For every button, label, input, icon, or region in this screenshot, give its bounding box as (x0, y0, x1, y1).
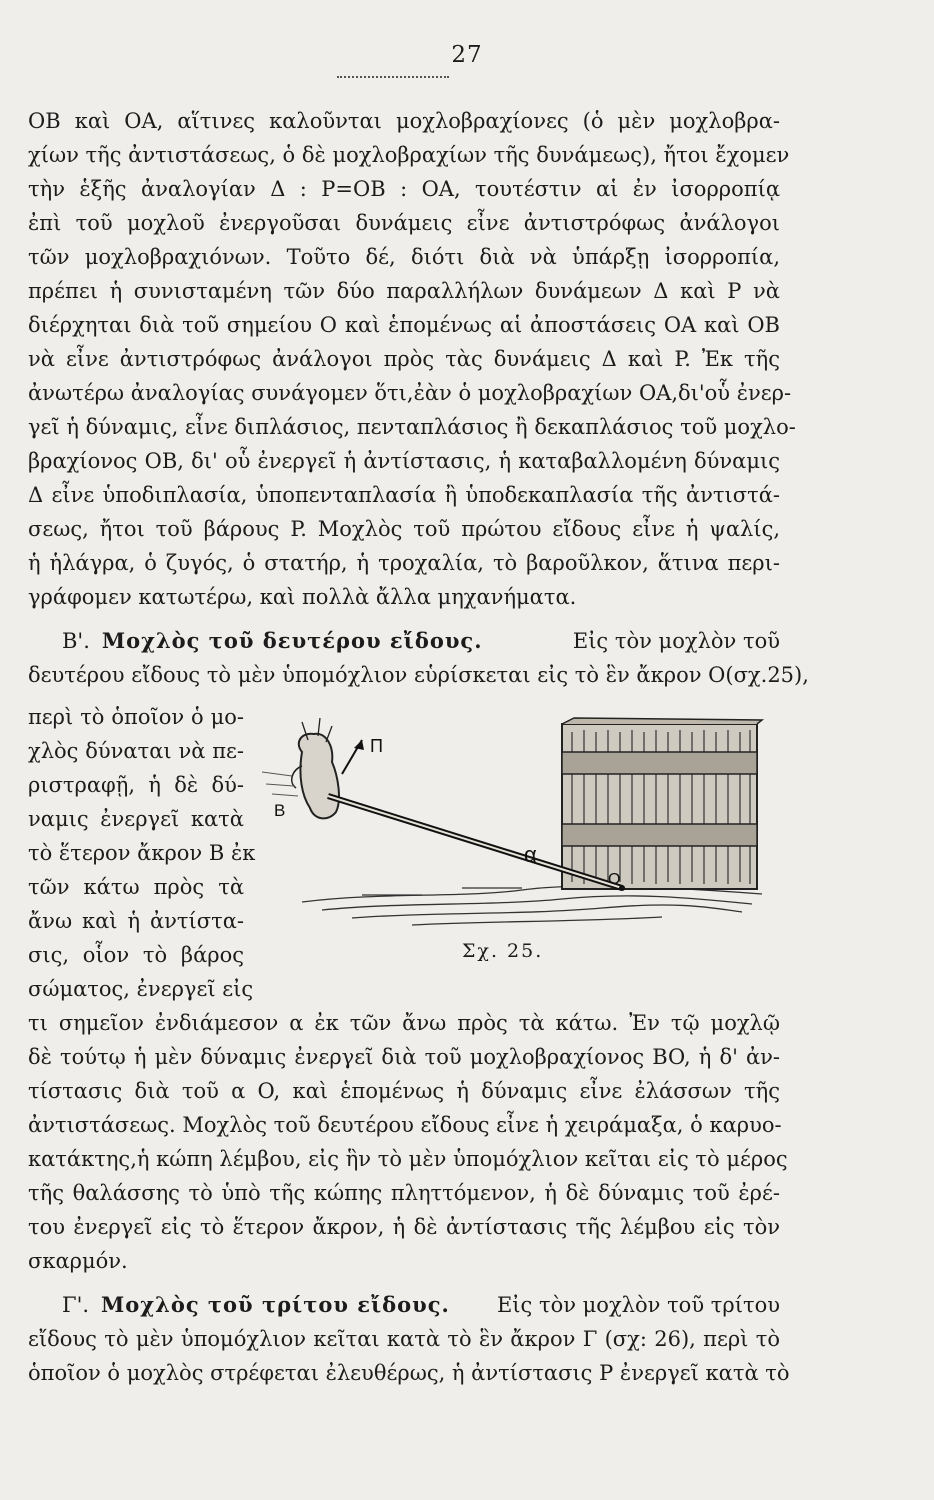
ground-hatching (302, 884, 762, 925)
text-line: τὴν ἑξῆς ἀναλογίαν Δ : P=OB : OA, τουτέστιν αἱ ἐν ἰσορροπίᾳ (28, 177, 780, 201)
text-line: σκαρμόν. (28, 1249, 128, 1273)
label-fulcrum: O (608, 871, 621, 888)
section-b-prefix: Β'. (62, 629, 90, 653)
force-arrow (342, 740, 364, 774)
text-line: ναμις ἐνεργεῖ κατὰ (28, 807, 244, 831)
text-line: γεῖ ἡ δύναμις, εἶνε διπλάσιος, πενταπλάσιος ἢ δεκαπλάσιος τοῦ μοχλο- (28, 415, 796, 439)
text-line: ριστραφῇ, ἡ δὲ δύ- (28, 773, 244, 797)
text-line: χλὸς δύναται νὰ πε- (28, 739, 244, 763)
text-line: ὁποῖον ὁ μοχλὸς στρέφεται ἐλευθέρως, ἡ ἀντίστασις P ἐνεργεῖ κατὰ τὸ (28, 1361, 790, 1385)
text-line: γράφομεν κατωτέρω, καὶ πολλὰ ἄλλα μηχανήματα. (28, 585, 577, 609)
text-line: τῶν κάτω πρὸς τὰ (28, 875, 244, 899)
text-line: χίων τῆς ἀντιστάσεως, ὁ δὲ μοχλοβραχίων τῆς δυνάμεως), ἤτοι ἔχομεν (28, 143, 790, 167)
header-rule (337, 76, 449, 78)
text-line: Εἰς τὸν μοχλὸν τοῦ τρίτου (496, 1293, 780, 1317)
text-line: περὶ τὸ ὁποῖον ὁ μο- (28, 705, 244, 729)
text-line: κατάκτης,ἡ κώπη λέμβου, εἰς ἣν τὸ μὲν ὑπομόχλιον κεῖται εἰς τὸ μέρος (28, 1147, 788, 1171)
section-c-heading: Μοχλὸς τοῦ τρίτου εἴδους. (101, 1292, 450, 1317)
text-line: Εἰς τὸν μοχλὸν τοῦ (572, 629, 780, 653)
text-line: σώματος, ἐνεργεῖ εἰς (28, 977, 254, 1001)
lever-figure (262, 712, 782, 942)
section-b-heading-line (62, 626, 780, 656)
text-line: νὰ εἶνε ἀντιστρόφως ἀνάλογοι πρὸς τὰς δυνάμεις Δ καὶ P. Ἐκ τῆς (28, 347, 780, 371)
text-line: ἀνωτέρω ἀναλογίας συνάγομεν ὅτι,ἐὰν ὁ μοχλοβραχίων OA,δι'οὗ ἐνερ- (28, 381, 792, 405)
text-line: OB καὶ OA, αἵτινες καλοῦνται μοχλοβραχίονες (ὁ μὲν μοχλοβρα- (28, 109, 780, 133)
text-line: ἐπὶ τοῦ μοχλοῦ ἐνεργοῦσαι δυνάμεις εἶνε ἀντιστρόφως ἀνάλογοι (28, 211, 780, 235)
section-c-prefix: Γ'. (62, 1293, 90, 1317)
text-line: τι σημεῖον ἐνδιάμεσον α ἐκ τῶν ἄνω πρὸς τὰ κάτω. Ἐν τῷ μοχλῷ (28, 1011, 780, 1035)
text-line: σις, οἷον τὸ βάρος (28, 943, 244, 967)
label-load-point: α (524, 842, 537, 867)
page-number: 27 (451, 42, 483, 68)
text-line: τῆς θαλάσσης τὸ ὑπὸ τῆς κώπης πληττόμενον, ἡ δὲ δύναμις τοῦ ἐρέ- (28, 1181, 780, 1205)
text-line: ἄνω καὶ ἡ ἀντίστα- (28, 909, 244, 933)
text-line: ἀντιστάσεως. Μοχλὸς τοῦ δευτέρου εἴδους εἶνε ἡ χειράμαξα, ὁ καρυο- (28, 1113, 782, 1137)
text-line: ἡ ἡλάγρα, ὁ ζυγός, ὁ στατήρ, ἡ τροχαλία, τὸ βαροῦλκον, ἅτινα περι- (28, 551, 780, 575)
section-c-heading-line (62, 1290, 780, 1320)
crate-drawing (562, 718, 762, 889)
text-line: τίστασις διὰ τοῦ α O, καὶ ἑπομένως ἡ δύναμις εἶνε ἐλάσσων τῆς (28, 1079, 780, 1103)
text-line: τὸ ἕτερον ἄκρον B ἐκ (28, 841, 256, 865)
text-line: του ἐνεργεῖ εἰς τὸ ἕτερον ἄκρον, ἡ δὲ ἀντίστασις τῆς λέμβου εἰς τὸν (28, 1215, 780, 1239)
figure-caption: Σχ. 25. (462, 940, 544, 962)
text-line: εἴδους τὸ μὲν ὑπομόχλιον κεῖται κατὰ τὸ ἓν ἄκρον Γ (σχ: 26), περὶ τὸ (28, 1327, 780, 1351)
label-force: Π (370, 736, 383, 756)
text-line: τῶν μοχλοβραχιόνων. Τοῦτο δέ, διότι διὰ νὰ ὑπάρξῃ ἰσορροπία, (28, 245, 780, 269)
text-line: δὲ τούτῳ ἡ μὲν δύναμις ἐνεργεῖ διὰ τοῦ μοχλοβραχίονος BO, ἡ δ' ἀν- (28, 1045, 780, 1069)
text-line: Δ εἶνε ὑποδιπλασία, ὑποπενταπλασία ἢ ὑποδεκαπλασία τῆς ἀντιστά- (28, 483, 780, 507)
text-line: δευτέρου εἴδους τὸ μὲν ὑπομόχλιον εὑρίσκεται εἰς τὸ ἓν ἄκρον O(σχ.25), (28, 663, 809, 687)
text-line: βραχίονος OB, δι' οὗ ἐνεργεῖ ἡ ἀντίστασις, ἡ καταβαλλομένη δύναμις (28, 449, 780, 473)
label-end: B (274, 801, 286, 820)
text-line: διέρχηται διὰ τοῦ σημείου O καὶ ἑπομένως αἱ ἀποστάσεις OA καὶ OB (28, 313, 780, 337)
text-line: σεως, ἤτοι τοῦ βάρους P. Μοχλὸς τοῦ πρώτου εἴδους εἶνε ἡ ψαλίς, (28, 517, 780, 541)
text-line: πρέπει ἡ συνισταμένη τῶν δύο παραλλήλων δυνάμεων Δ καὶ P νὰ (28, 279, 780, 303)
section-b-heading: Μοχλὸς τοῦ δευτέρου εἴδους. (101, 628, 483, 653)
